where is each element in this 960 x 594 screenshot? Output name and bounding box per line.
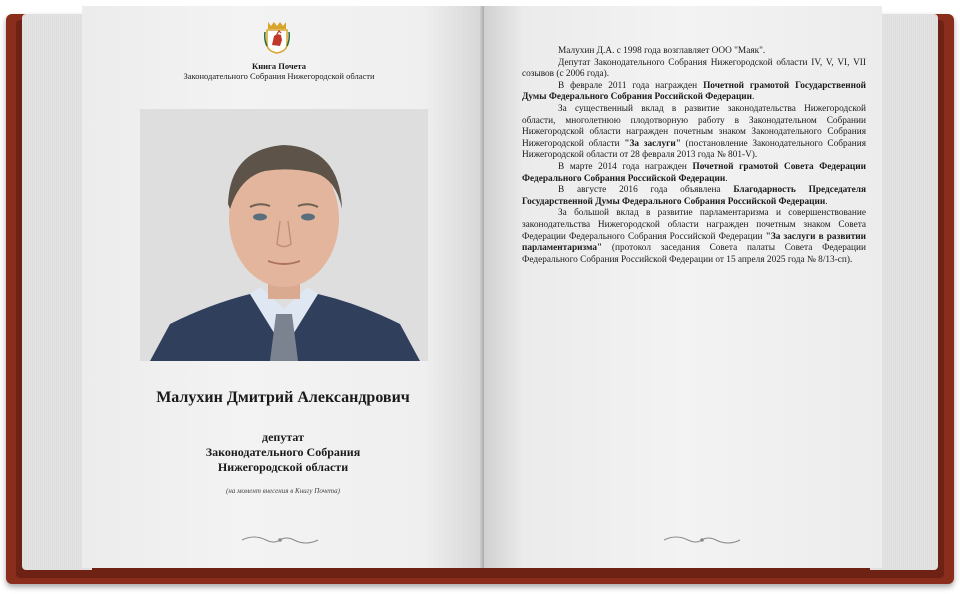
bio-text: За большой вклад в развитие парламентаризма и совершенствование законодательства Нижегородской области награжден почетным знаком Совета Федерации Федерального Собрания Российской Федерации: [522, 208, 866, 242]
bio-paragraph: [522, 81, 866, 104]
portrait-photo: [140, 109, 428, 361]
bio-text: В марте 2014 года награжден: [558, 161, 693, 172]
bio-text: (протокол заседания Совета палаты Совета Федерации Федерального Собрания Российской Федерации от 15 апреля 2025 года № 8/13-сп).: [522, 243, 866, 265]
bio-paragraph: [522, 162, 866, 185]
award-name: "За заслуги в развитии парламентаризма": [522, 231, 866, 254]
portrait-illustration: [140, 109, 428, 361]
bio-paragraph: [522, 185, 866, 208]
person-name: Малухин Дмитрий Александрович: [156, 389, 410, 406]
bio-text: Депутат Законодательного Собрания Нижегородской области IV, V, VI, VII созывов (с 2006 года).: [522, 57, 866, 80]
bio-text: (постановление Законодательного Собрания Нижегородской области от 28 февраля 2013 года № 801-V).: [522, 138, 866, 161]
book-title-line2: Законодательного Собрания Нижегородской области: [183, 71, 375, 81]
bio-text: .: [752, 92, 755, 103]
bio-text: В феврале 2011 года награжден: [558, 80, 704, 91]
flourish-ornament-icon: [662, 534, 742, 546]
bio-text: За существенный вклад в развитие законодательства Нижегородской области, многолетнюю плодотворную работу в Законодательном Собрании Нижегородской области награжден почетным знаком Законодательного Собрания Нижегородской области: [522, 103, 866, 149]
bio-paragraph: [522, 58, 866, 81]
position-line3: Нижегородской области: [217, 460, 349, 474]
position-line2: Законодательного Собрания: [205, 445, 361, 459]
award-name: Почетной грамотой Совета Федерации Федерального Собрания Российской Федерации: [522, 161, 866, 184]
inclusion-note: (на момент внесения в Книгу Почета): [226, 487, 340, 495]
flourish-ornament-icon: [240, 534, 320, 546]
biography-text: [522, 46, 866, 266]
right-page: [484, 6, 882, 568]
bio-paragraph: [522, 208, 866, 266]
bio-text: Малухин Д.А. с 1998 года возглавляет ООО "Маяк".: [558, 46, 766, 56]
bio-paragraph: [522, 104, 866, 162]
bio-text: .: [725, 173, 728, 184]
position-line1: депутат: [262, 430, 304, 444]
nizhny-novgorod-coat-of-arms-icon: [264, 20, 290, 54]
award-name: "За заслуги": [624, 138, 681, 149]
book-title: [182, 61, 376, 81]
bio-text: В августе 2016 года объявлена: [558, 185, 734, 196]
book-title-line1: Книга Почета: [252, 61, 306, 71]
award-name: Почетной грамотой Государственной Думы Федерального Собрания Российской Федерации: [522, 80, 866, 103]
left-page: [82, 6, 484, 568]
bio-paragraph: [522, 46, 866, 58]
award-name: Благодарность Председателя Государственной Думы Федерального Собрания Российской Федерации: [522, 185, 866, 207]
person-position: [162, 430, 404, 475]
bio-text: .: [825, 196, 828, 207]
